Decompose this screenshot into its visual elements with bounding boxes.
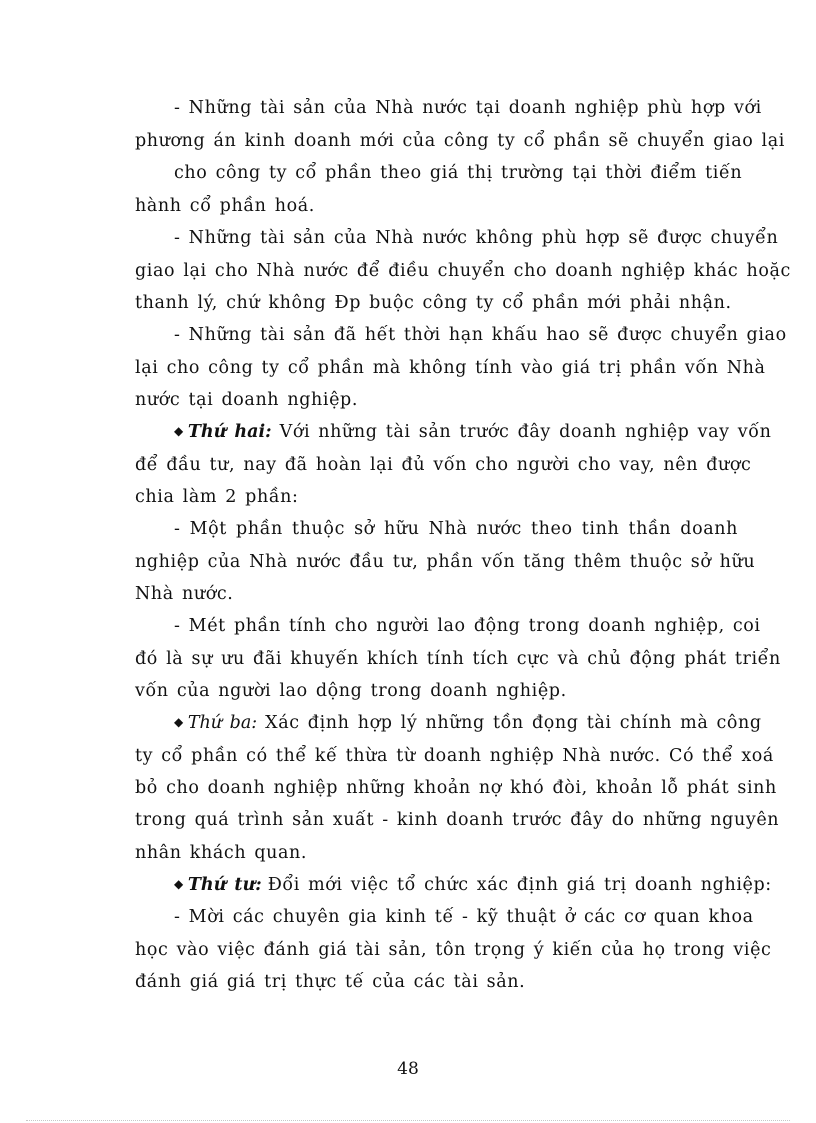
text-line: đó là sự ưu đãi khuyến khích tính tích cực và chủ động phát triển	[135, 649, 781, 669]
text-line: học vào việc đánh giá tài sản, tôn trọng ý kiến của họ trong việc	[135, 940, 772, 960]
lead-third: Thứ ba:	[187, 713, 258, 733]
text-line: nhân khách quan.	[135, 843, 308, 863]
text-line: Nhà nước.	[135, 584, 234, 604]
text-line: giao lại cho Nhà nước để điều chuyển cho doanh nghiệp khác hoặc	[135, 261, 791, 281]
text-line: nghiệp của Nhà nước đầu tư, phần vốn tăng thêm thuộc sở hữu	[135, 552, 756, 572]
text-line: - Một phần thuộc sở hữu Nhà nước theo tinh thần doanh	[174, 519, 738, 539]
text-line: phương án kinh doanh mới của công ty cổ phần sẽ chuyển giao lại	[135, 131, 785, 151]
fourth-point-line	[174, 875, 772, 896]
text-line: thanh lý, chứ không Ðp buộc công ty cổ phần mới phải nhận.	[135, 293, 732, 313]
text-line: bỏ cho doanh nghiệp những khoản nợ khó đòi, khoản lỗ phát sinh	[135, 778, 777, 798]
text-line: Đổi mới việc tổ chức xác định giá trị doanh nghiệp:	[267, 875, 772, 895]
text-line: để đầu tư, nay đã hoàn lại đủ vốn cho người cho vay, nên được	[135, 455, 752, 475]
text-line: - Những tài sản của Nhà nước không phù hợp sẽ được chuyển	[174, 228, 779, 248]
text-line: - Những tài sản đã hết thời hạn khấu hao sẽ được chuyển giao	[174, 325, 787, 345]
text-line: nước tại doanh nghiệp.	[135, 390, 359, 410]
lead-fourth: Thứ tư:	[187, 875, 262, 895]
text-line: Với những tài sản trước đây doanh nghiệp vay vốn	[279, 422, 772, 442]
text-line: - Mời các chuyên gia kinh tế - kỹ thuật ở các cơ quan khoa	[174, 907, 754, 927]
text-line: đánh giá giá trị thực tế của các tài sản.	[135, 972, 526, 992]
text-line: chia làm 2 phần:	[135, 487, 299, 507]
text-line: cho công ty cổ phần theo giá thị trường tại thời điểm tiến	[174, 163, 743, 183]
third-point-line	[174, 713, 762, 734]
text-line: Xác định hợp lý những tồn đọng tài chính mà công	[265, 713, 762, 733]
page-number: 48	[397, 1059, 419, 1079]
diamond-bullet-icon: ◆	[174, 877, 184, 891]
text-line: - Mét phần tính cho người lao động trong doanh nghiệp, coi	[174, 616, 761, 636]
bottom-divider	[26, 1120, 790, 1121]
lead-second: Thứ hai:	[187, 422, 272, 442]
text-line: vốn của người lao dộng trong doanh nghiệp.	[135, 681, 567, 701]
diamond-bullet-icon: ◆	[174, 715, 184, 729]
text-line: lại cho công ty cổ phần mà không tính vào giá trị phần vốn Nhà	[135, 358, 766, 378]
diamond-bullet-icon: ◆	[174, 424, 184, 438]
text-line: hành cổ phần hoá.	[135, 196, 315, 216]
text-line: trong quá trình sản xuất - kinh doanh trước đây do những nguyên	[135, 810, 780, 830]
text-line: - Những tài sản của Nhà nước tại doanh nghiệp phù hợp với	[174, 98, 762, 118]
text-line: ty cổ phần có thể kế thừa từ doanh nghiệp Nhà nước. Có thể xoá	[135, 746, 774, 766]
second-point-line	[174, 422, 772, 443]
